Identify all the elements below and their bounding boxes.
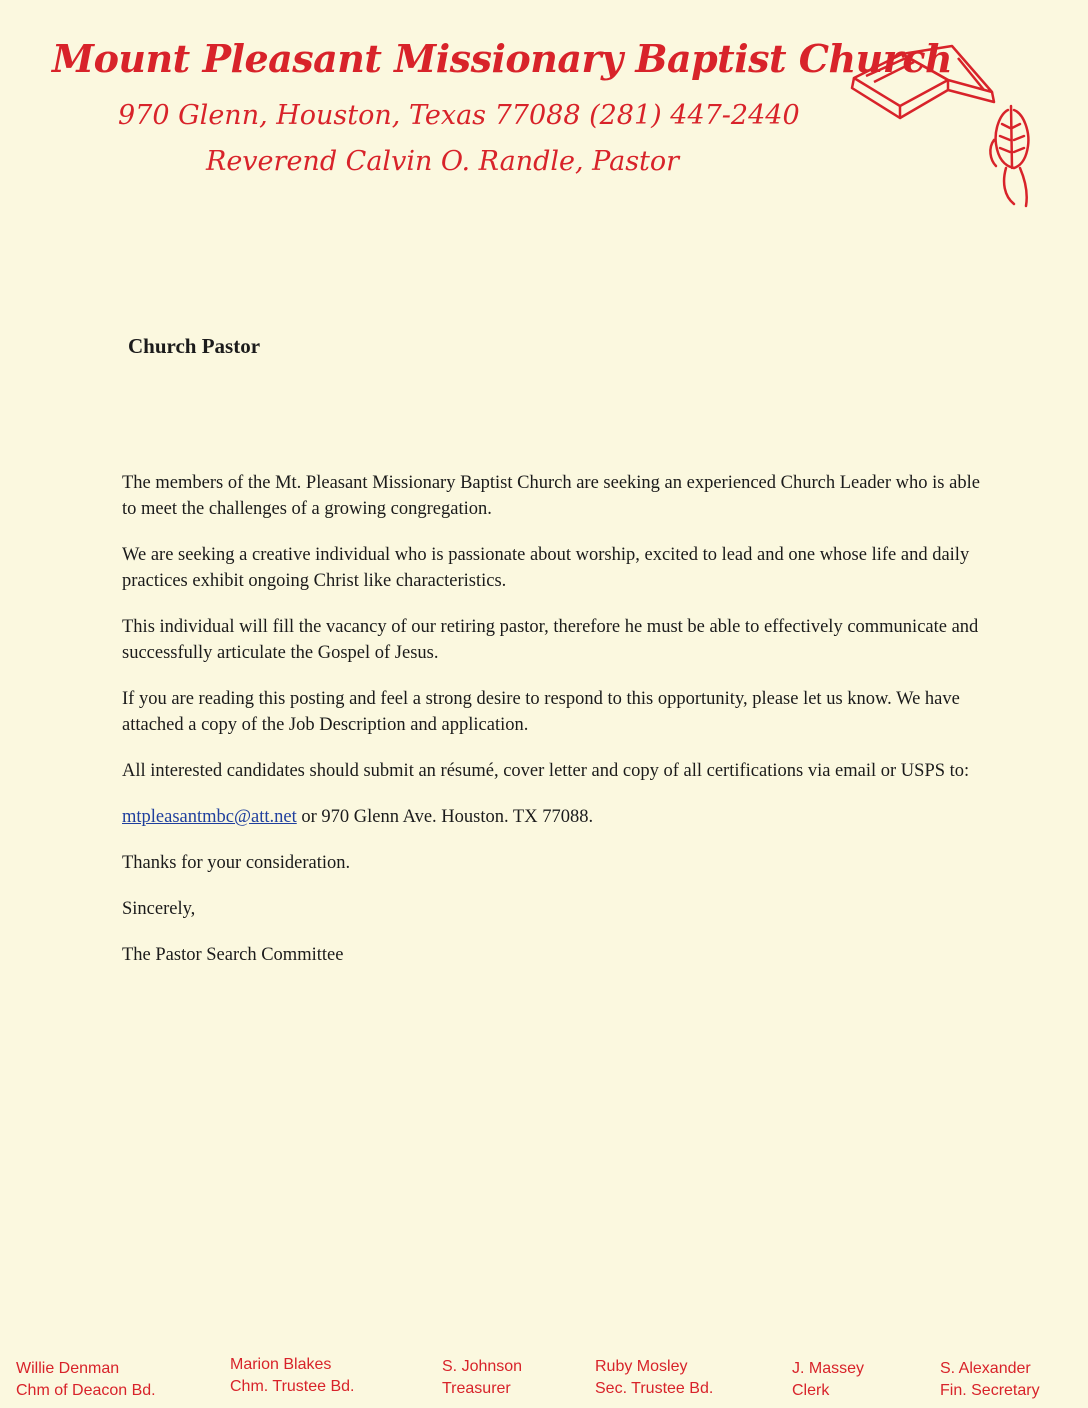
member-title: Treasurer — [442, 1380, 511, 1397]
paragraph-submit: All interested candidates should submit an résumé, cover letter and copy of all certifications via email or USPS to: — [122, 761, 970, 781]
officers-footer — [0, 1352, 1088, 1408]
footer-member — [792, 1358, 864, 1402]
letterhead — [0, 0, 1088, 220]
email-link[interactable]: mtpleasantmbc@att.net — [122, 807, 297, 827]
letter-body — [122, 470, 982, 988]
footer-member — [595, 1356, 713, 1400]
member-name: Marion Blakes — [230, 1356, 332, 1373]
paragraph-intro: The members of the Mt. Pleasant Missionary Baptist Church are seeking an experienced Church Leader who is able to meet the challenges of a growing congregation. — [122, 473, 980, 519]
church-address: 970 Glenn, Houston, Texas 77088 (281) 447-2440 — [118, 100, 800, 131]
paragraph-seeking: We are seeking a creative individual who is passionate about worship, excited to lead and one whose life and daily practices exhibit ongoing Christ like characteristics. — [122, 545, 970, 591]
member-name: S. Johnson — [442, 1358, 523, 1375]
praying-hands-icon — [990, 106, 1028, 206]
paragraph-respond: If you are reading this posting and feel a strong desire to respond to this opportunity, please let us know. We have attached a copy of the Job Description and application. — [122, 689, 960, 735]
footer-member — [230, 1354, 355, 1398]
member-title: Chm of Deacon Bd. — [16, 1382, 156, 1399]
postal-address: or 970 Glenn Ave. Houston. TX 77088. — [296, 807, 594, 827]
paragraph-vacancy: This individual will fill the vacancy of our retiring pastor, therefore he must be able to effectively communicate and successfully articulate the Gospel of Jesus. — [122, 617, 979, 663]
thanks-line: Thanks for your consideration. — [122, 853, 351, 873]
church-logo — [844, 40, 1044, 210]
open-bible-icon — [852, 46, 994, 118]
signature-line: The Pastor Search Committee — [122, 945, 344, 965]
member-title: Chm. Trustee Bd. — [230, 1378, 355, 1395]
member-title: Clerk — [792, 1382, 830, 1399]
member-title: Sec. Trustee Bd. — [595, 1380, 714, 1397]
member-name: Ruby Mosley — [595, 1358, 688, 1375]
member-title: Fin. Secretary — [940, 1382, 1040, 1399]
footer-member — [940, 1358, 1040, 1402]
church-name: Mount Pleasant Missionary Baptist Church — [52, 36, 953, 81]
footer-member — [16, 1358, 156, 1402]
member-name: Willie Denman — [16, 1360, 120, 1377]
letter-heading: Church Pastor — [128, 334, 261, 358]
member-name: J. Massey — [792, 1360, 865, 1377]
closing-line: Sincerely, — [122, 899, 196, 919]
pastor-line: Reverend Calvin O. Randle, Pastor — [206, 146, 680, 177]
footer-member — [442, 1356, 522, 1400]
contact-line — [122, 804, 982, 830]
member-name: S. Alexander — [940, 1360, 1031, 1377]
